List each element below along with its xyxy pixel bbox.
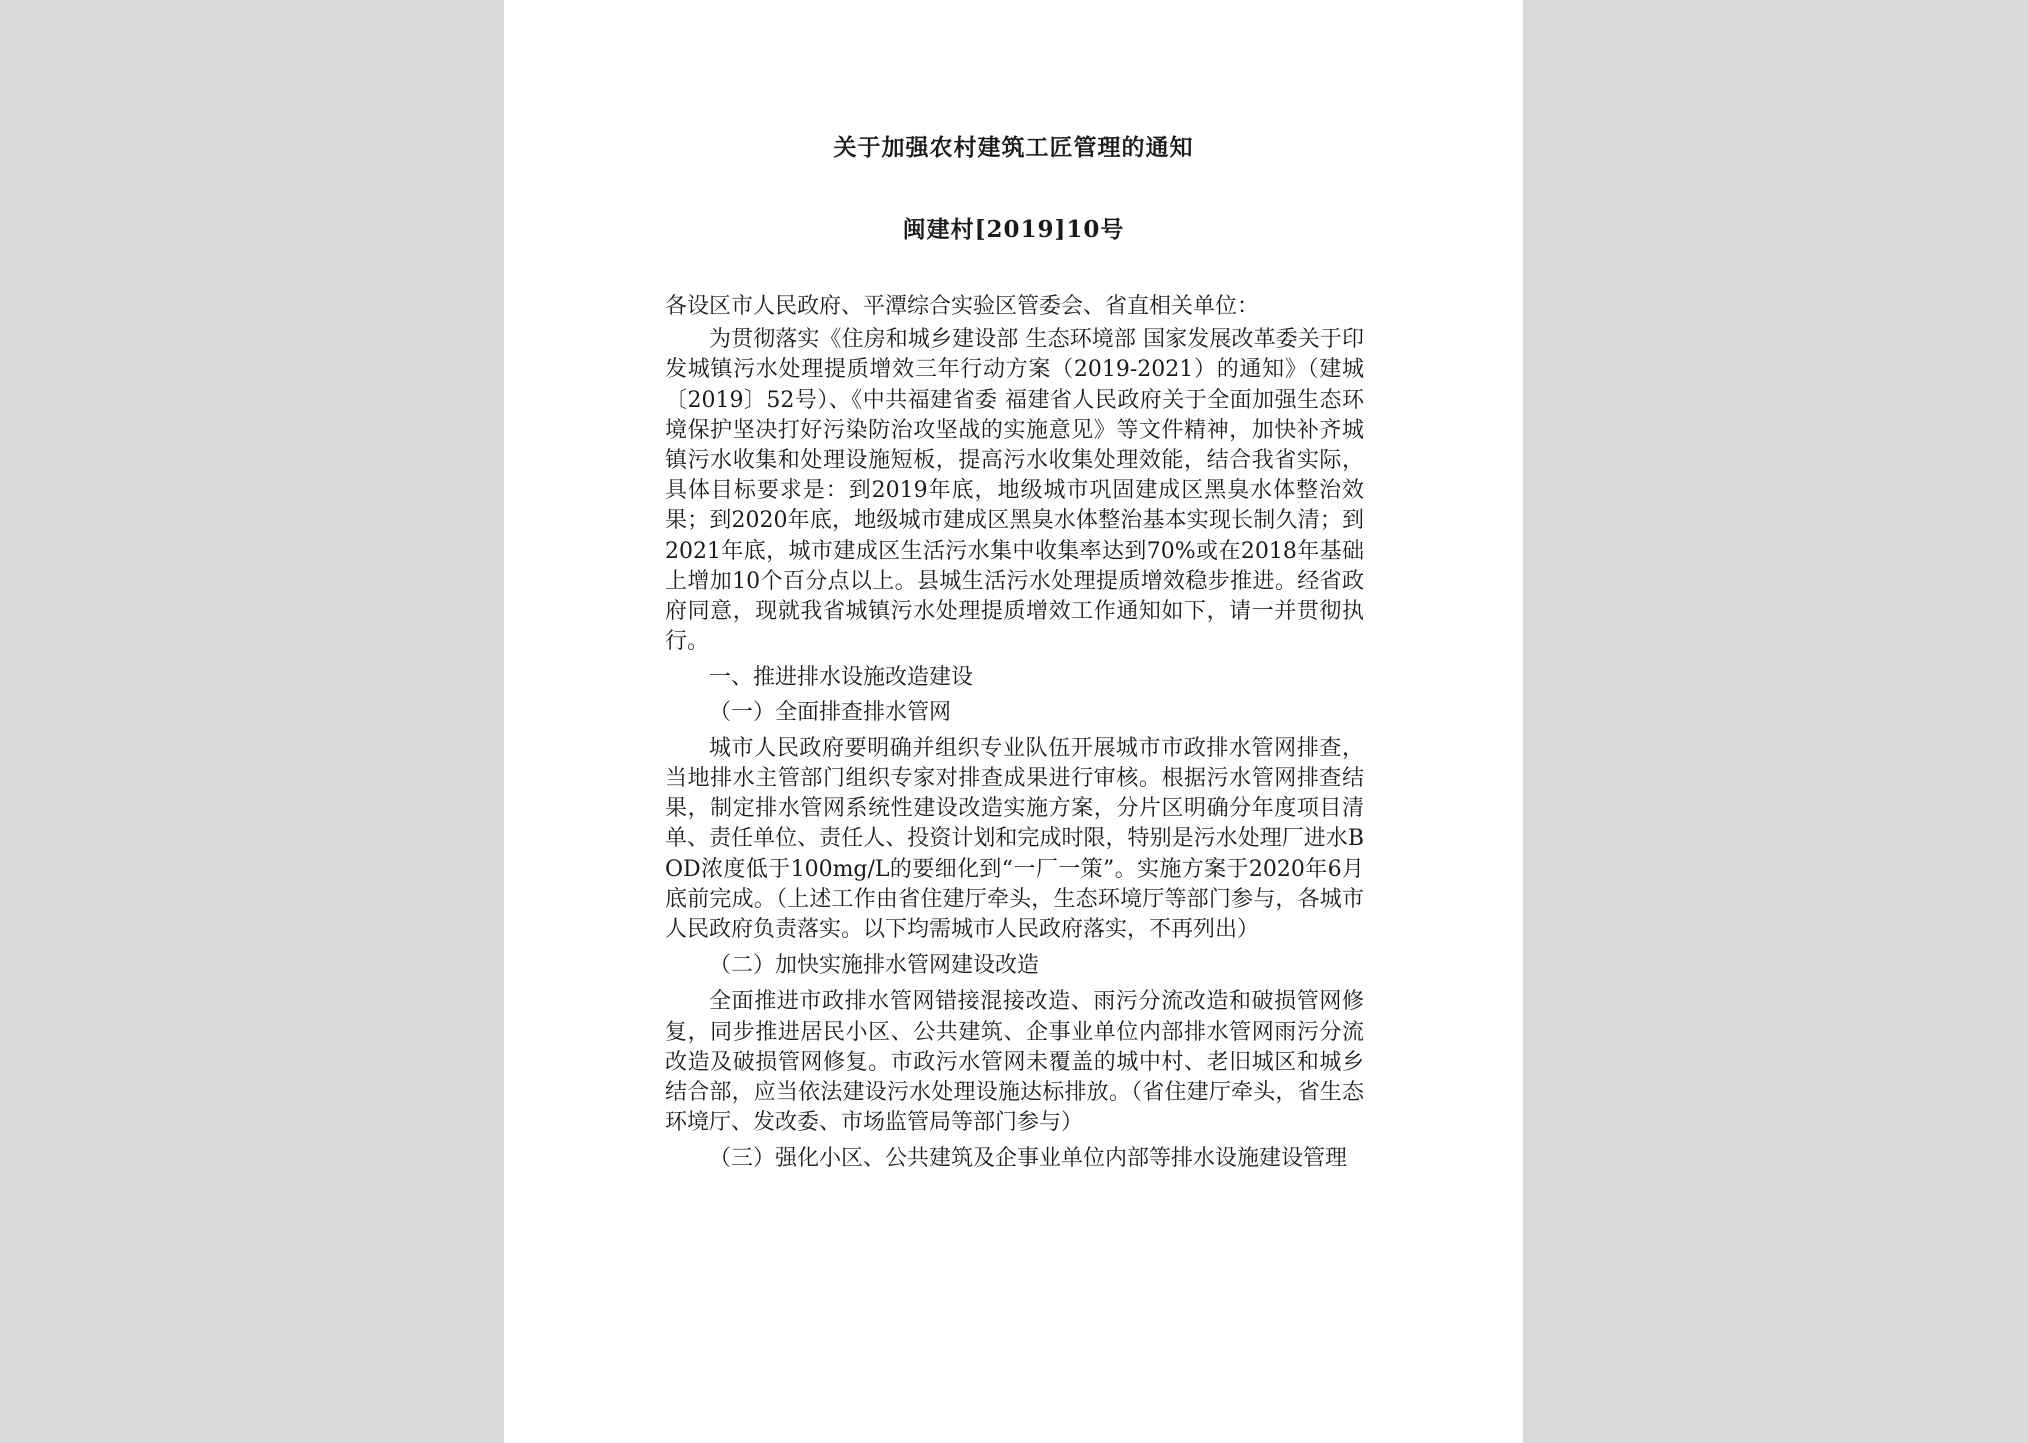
salutation: 各设区市人民政府、平潭综合实验区管委会、省直相关单位： — [665, 294, 1260, 319]
subsection-heading: （三）强化小区、公共建筑及企事业单位内部等排水设施建设管理 — [709, 1146, 1348, 1172]
subsection-paragraph: 城市人民政府要明确并组织专业队伍开展城市市政排水管网排查，当地排水主管部门组织专家对排查成果进行审核。根据污水管网排查结果，制定排水管网系统性建设改造实施方案，分片区明确分年度项目清单、责任单位、责任人、投资计划和完成时限，特别是污水处理厂进水BOD浓度低于100mg/L的要细化到“一厂一策”。实施方案于2020年6月底前完成。（上述工作由省住建厅牵头，生态环境厅等部门参与，各城市人民政府负责落实。以下均需城市人民政府落实，不再列出） — [665, 735, 1364, 943]
document-page — [504, 0, 1523, 1443]
section-heading: 一、推进排水设施改造建设 — [709, 665, 974, 691]
document-body — [665, 292, 1364, 1175]
subsection-heading: （一）全面排查排水管网 — [709, 699, 952, 725]
subsection-paragraph: 全面推进市政排水管网错接混接改造、雨污分流改造和破损管网修复，同步推进居民小区、公共建筑、企事业单位内部排水管网雨污分流改造及破损管网修复。市政污水管网未覆盖的城中村、老旧城区和城乡结合部，应当依法建设污水处理设施达标排放。（省住建厅牵头，省生态环境厅、发改委、市场监管局等部门参与） — [665, 989, 1364, 1136]
document-title: 关于加强农村建筑工匠管理的通知 — [833, 134, 1194, 161]
subsection-heading: （二）加快实施排水管网建设改造 — [709, 953, 1040, 979]
intro-paragraph: 为贯彻落实《住房和城乡建设部 生态环境部 国家发展改革委关于印发城镇污水处理提质增效三年行动方案（2019-2021）的通知》（建城〔2019〕52号）、《中共福建省委 福建省人民政府关于全面加强生态环境保护坚决打好污染防治攻坚战的实施意见》等文件精神，加快补齐城镇污水收集和处理设施短板，提高污水收集处理效能，结合我省实际，具体目标要求是：到2019年底，地级城市巩固建成区黑臭水体整治效果；到2020年底，地级城市建成区黑臭水体整治基本实现长制久清；到2021年底，城市建成区生活污水集中收集率达到70%或在2018年基础上增加10个百分点以上。县城生活污水处理提质增效稳步推进。经省政府同意，现就我省城镇污水处理提质增效工作通知如下，请一并贯彻执行。 — [665, 327, 1364, 655]
document-number: 闽建村[2019]10号 — [902, 216, 1125, 243]
